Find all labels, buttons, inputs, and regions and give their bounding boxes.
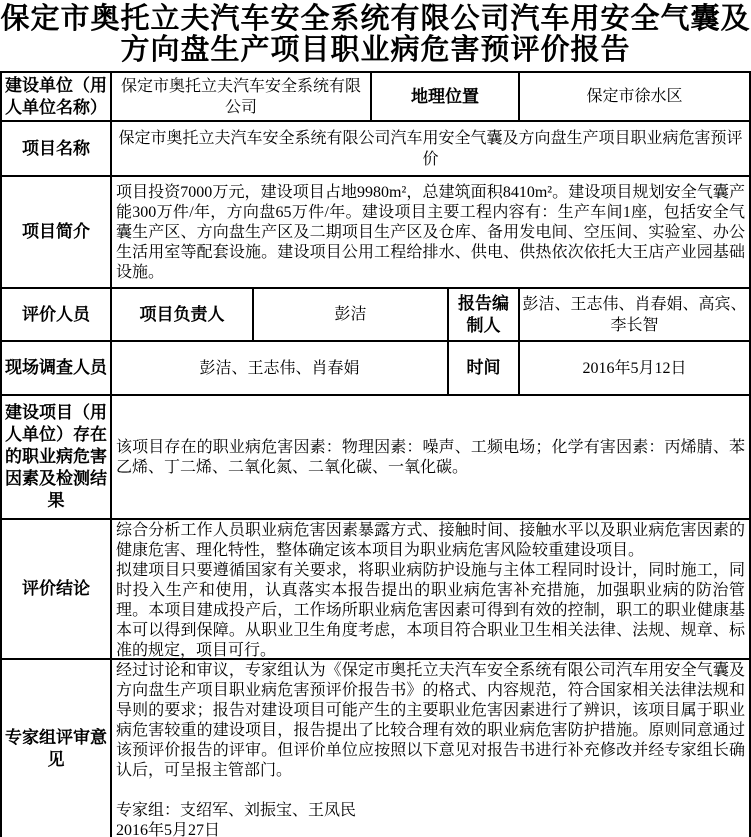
report-table	[0, 71, 751, 837]
project-name-value: 保定市奥托立夫汽车安全系统有限公司汽车用安全气囊及方向盘生产项目职业病危害预评价	[118, 129, 743, 168]
construction-unit-label: 建设单位（用人单位名称）	[2, 73, 112, 120]
conclusion-paragraph-2: 拟建项目只要遵循国家有关要求，将职业病防护设施与主体工程同时设计，同时施工，同时投入生产和使用，认真落实本报告提出的职业病危害补充措施，加强职业病的防治管理。本项目建成投产后，工作场所职业病危害因素可得到有效的控制，职工的职业健康基本可以得到保障。从职业卫生角度考虑，本项目符合职业卫生相关法律、法规、规章、标准的规定，项目可行。	[116, 562, 745, 658]
project-name-label: 项目名称	[2, 122, 112, 175]
evaluation-conclusion-value	[112, 520, 749, 658]
table-row-site-survey	[2, 342, 749, 396]
hazard-factors-text: 该项目存在的职业病危害因素：物理因素：噪声、工频电场；化学有害因素：丙烯腈、苯乙烯、丁二烯、二氧化氮、二氧化碳、一氧化碳。	[116, 438, 745, 476]
report-compilers-label: 报告编制人	[449, 289, 520, 340]
evaluation-conclusion-label: 评价结论	[2, 520, 112, 658]
project-leader-label: 项目负责人	[112, 289, 254, 340]
table-row-evaluation-conclusion	[2, 520, 749, 660]
table-row-project-name	[2, 122, 749, 177]
project-brief-label: 项目简介	[2, 177, 112, 287]
page-title: 保定市奥托立夫汽车安全系统有限公司汽车用安全气囊及方向盘生产项目职业病危害预评价报告	[0, 3, 751, 66]
conclusion-paragraph-1: 综合分析工作人员职业病危害因素暴露方式、接触时间、接触水平以及职业病危害因素的健康危害、理化特性，整体确定该本项目为职业病危害风险较重建设项目。	[116, 522, 745, 559]
project-brief-text: 项目投资7000万元，建设项目占地9980m²，总建筑面积8410m²。建设项目规划安全气囊产能300万件/年，方向盘65万件/年。建设项目主要工程内容有：生产车间1座，包括安全气囊生产区、方向盘生产区及二期项目生产区及仓库、备用发电间、空压间、实验室、办公生活用室等配套设施。建设项目公用工程给排水、供电、供热依次依托大王店产业园基础设施。	[116, 183, 745, 281]
expert-review-label: 专家组评审意见	[2, 660, 112, 837]
table-row-construction-unit	[2, 73, 749, 122]
hazard-factors-label: 建设项目（用人单位）存在的职业病危害因素及检测结果	[2, 396, 112, 518]
project-brief-value	[112, 177, 749, 287]
table-row-evaluators	[2, 289, 749, 342]
site-survey-label: 现场调查人员	[2, 342, 112, 394]
survey-time-label: 时间	[449, 342, 520, 394]
table-row-hazard-factors	[2, 396, 749, 520]
hazard-factors-value	[112, 396, 749, 518]
table-row-expert-review	[2, 660, 749, 837]
construction-unit-value: 保定市奥托立夫汽车安全系统有限公司	[112, 73, 372, 120]
table-row-project-brief	[2, 177, 749, 289]
expert-review-paragraph: 经过讨论和审议，专家组认为《保定市奥托立夫汽车安全系统有限公司汽车用安全气囊及方向盘生产项目职业病危害预评价报告书》的格式、内容规范，符合国家相关法律法规和导则的要求；报告对建设项目可能产生的主要职业危害因素进行了辨识，该项目属于职业病危害较重的建设项目，报告提出了比较合理有效的职业病危害防护措施。原则同意通过该预评价报告的评审。但评价单位应按照以下意见对报告书进行补充修改并经专家组长确认后，可呈报主管部门。	[116, 662, 745, 779]
expert-review-date: 2016年5月27日	[116, 822, 221, 837]
geographic-location-value: 保定市徐水区	[586, 88, 683, 105]
blank-line	[116, 781, 745, 801]
geographic-location-label: 地理位置	[372, 73, 520, 120]
survey-time-value: 2016年5月12日	[582, 359, 687, 377]
site-survey-value: 彭洁、王志伟、肖春娟	[112, 342, 449, 394]
project-leader-value: 彭洁	[254, 289, 449, 340]
report-compilers-value: 彭洁、王志伟、肖春娟、高宾、李长智	[522, 295, 747, 334]
expert-review-value	[112, 660, 749, 837]
expert-group-members: 专家组：支绍军、刘振宝、王凤民	[116, 802, 357, 819]
evaluators-label: 评价人员	[2, 289, 112, 340]
